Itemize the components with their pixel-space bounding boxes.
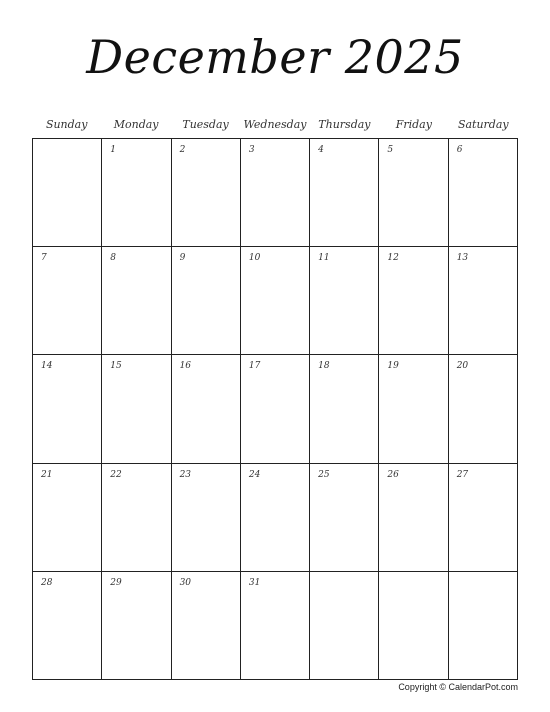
day-number: 14 (41, 361, 53, 372)
day-cell[interactable] (241, 247, 310, 355)
day-number: 30 (179, 577, 192, 588)
day-number: 26 (387, 469, 399, 480)
calendar-title: December 2025 (86, 30, 464, 84)
day-cell[interactable] (449, 247, 518, 355)
weekday-saturday: Saturday (457, 118, 509, 131)
day-cell[interactable] (102, 139, 171, 247)
day-number: 16 (179, 361, 192, 372)
day-number: 1 (110, 145, 117, 155)
day-cell[interactable] (172, 355, 241, 463)
day-cell[interactable] (310, 464, 379, 572)
day-number: 27 (456, 469, 469, 480)
weekday-header-row (32, 118, 518, 131)
day-cell[interactable] (33, 247, 102, 355)
copyright-footer: Copyright © CalendarPot.com (398, 682, 518, 692)
day-cell[interactable] (310, 139, 379, 247)
day-number: 31 (248, 577, 261, 588)
day-cell[interactable] (310, 572, 379, 680)
day-number: 15 (110, 361, 122, 372)
day-number: 5 (387, 145, 394, 155)
day-cell[interactable] (310, 355, 379, 463)
day-number: 23 (179, 469, 192, 480)
day-cell[interactable] (379, 464, 448, 572)
day-cell[interactable] (241, 464, 310, 572)
day-cell[interactable] (33, 572, 102, 680)
weekday-wednesday: Wednesday (243, 118, 307, 131)
day-number: 7 (41, 253, 47, 264)
weekday-friday: Friday (395, 118, 432, 131)
day-number: 22 (110, 469, 122, 480)
day-cell[interactable] (102, 464, 171, 572)
calendar-grid (32, 138, 518, 680)
day-cell[interactable] (102, 355, 171, 463)
day-number: 11 (318, 253, 330, 264)
day-cell[interactable] (33, 464, 102, 572)
day-number: 9 (179, 253, 186, 264)
day-cell[interactable] (172, 572, 241, 680)
day-number: 3 (248, 145, 255, 155)
day-cell[interactable] (449, 572, 518, 680)
day-number: 17 (248, 361, 261, 372)
day-number: 13 (456, 253, 469, 264)
day-cell[interactable] (241, 572, 310, 680)
day-cell[interactable] (172, 247, 241, 355)
day-cell[interactable] (379, 355, 448, 463)
day-cell[interactable] (241, 355, 310, 463)
day-cell[interactable] (33, 355, 102, 463)
day-number: 28 (41, 577, 53, 588)
day-cell[interactable] (172, 139, 241, 247)
day-number: 25 (318, 469, 330, 480)
day-number: 10 (248, 253, 261, 264)
day-number: 19 (387, 361, 399, 372)
day-number: 29 (110, 577, 122, 588)
day-cell[interactable] (449, 139, 518, 247)
day-cell[interactable] (310, 247, 379, 355)
day-cell[interactable] (449, 355, 518, 463)
day-number: 4 (318, 145, 324, 155)
weekday-sunday: Sunday (45, 118, 88, 131)
day-cell[interactable] (379, 247, 448, 355)
day-number: 20 (456, 361, 469, 372)
day-cell[interactable] (33, 139, 102, 247)
day-cell[interactable] (102, 572, 171, 680)
day-number: 21 (41, 469, 53, 480)
day-cell[interactable] (241, 139, 310, 247)
day-cell[interactable] (172, 464, 241, 572)
day-number: 12 (387, 253, 399, 264)
day-number: 18 (318, 361, 330, 372)
day-number: 6 (456, 145, 463, 155)
day-number: 8 (110, 253, 117, 264)
day-cell[interactable] (449, 464, 518, 572)
day-cell[interactable] (102, 247, 171, 355)
weekday-monday: Monday (113, 118, 159, 131)
day-cell[interactable] (379, 139, 448, 247)
day-number: 24 (248, 469, 261, 480)
weekday-tuesday: Tuesday (182, 118, 229, 131)
day-number: 2 (179, 145, 186, 155)
day-cell[interactable] (379, 572, 448, 680)
weekday-thursday: Thursday (318, 118, 371, 131)
